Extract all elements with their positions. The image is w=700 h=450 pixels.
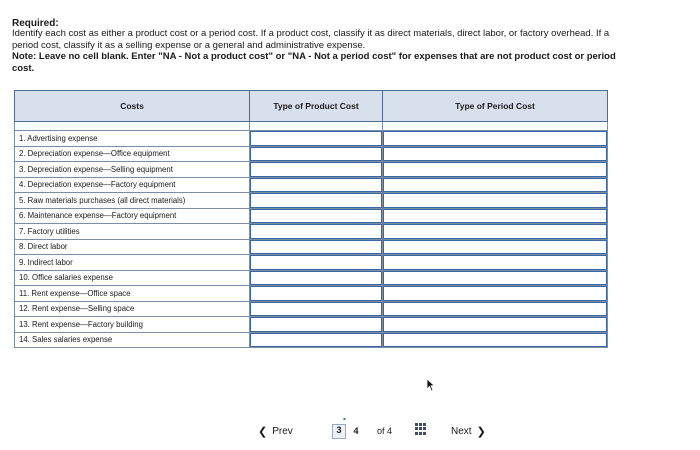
cost-item-label: 3. Depreciation expense—Selling equipment xyxy=(15,162,250,178)
period-cost-input-cell xyxy=(383,301,608,317)
period-cost-input[interactable] xyxy=(383,162,607,177)
product-cost-input-cell xyxy=(250,239,383,255)
spacer-cell xyxy=(250,122,383,131)
period-cost-input[interactable] xyxy=(383,193,607,208)
cost-item-label: 13. Rent expense—Factory building xyxy=(15,317,250,333)
period-cost-input[interactable] xyxy=(383,255,607,270)
table-row xyxy=(15,301,608,317)
table-row xyxy=(15,255,608,271)
period-cost-input[interactable] xyxy=(383,317,607,332)
product-cost-input[interactable] xyxy=(250,178,382,193)
product-cost-input-cell xyxy=(250,146,383,162)
product-cost-input[interactable] xyxy=(250,255,382,270)
product-cost-input-cell xyxy=(250,255,383,271)
period-cost-input-cell xyxy=(383,208,608,224)
pagination-bar xyxy=(0,418,700,444)
product-cost-input[interactable] xyxy=(250,302,382,317)
period-cost-input[interactable] xyxy=(383,224,607,239)
table-header-row xyxy=(15,91,608,122)
table-row xyxy=(15,162,608,178)
product-cost-input-cell xyxy=(250,301,383,317)
grid-view-icon[interactable] xyxy=(415,423,427,435)
product-cost-input-cell xyxy=(250,224,383,240)
cost-item-label: 11. Rent expense—Office space xyxy=(15,286,250,302)
table-row xyxy=(15,208,608,224)
product-cost-input-cell xyxy=(250,317,383,333)
table-body xyxy=(15,122,608,348)
instructions-block xyxy=(12,28,624,74)
table-row xyxy=(15,146,608,162)
cost-classification-table xyxy=(14,90,608,348)
period-cost-input[interactable] xyxy=(383,271,607,286)
prev-label: Prev xyxy=(272,425,293,437)
period-cost-input-cell xyxy=(383,317,608,333)
link-icon: ⚭ xyxy=(342,417,348,423)
product-cost-input[interactable] xyxy=(250,240,382,255)
table-row xyxy=(15,224,608,240)
product-cost-input[interactable] xyxy=(250,271,382,286)
table-row xyxy=(15,193,608,209)
period-cost-input[interactable] xyxy=(383,286,607,301)
next-label: Next xyxy=(451,425,472,437)
period-cost-input-cell xyxy=(383,239,608,255)
product-cost-input-cell xyxy=(250,332,383,348)
period-cost-input-cell xyxy=(383,255,608,271)
period-cost-input-cell xyxy=(383,193,608,209)
mouse-cursor-icon xyxy=(426,378,436,392)
period-cost-input-cell xyxy=(383,162,608,178)
costs-column-header: Costs xyxy=(15,91,250,122)
period-cost-column-header: Type of Period Cost xyxy=(383,91,608,122)
spacer-cell xyxy=(383,122,608,131)
table-row xyxy=(15,317,608,333)
period-cost-input[interactable] xyxy=(383,209,607,224)
product-cost-input[interactable] xyxy=(250,317,382,332)
page-4-button[interactable]: 4 xyxy=(353,426,359,436)
cost-item-label: 9. Indirect labor xyxy=(15,255,250,271)
chevron-left-icon: ❮ xyxy=(258,425,268,438)
product-cost-input[interactable] xyxy=(250,193,382,208)
period-cost-input[interactable] xyxy=(383,240,607,255)
product-cost-input-cell xyxy=(250,286,383,302)
chevron-right-icon: ❯ xyxy=(476,425,486,438)
cost-item-label: 12. Rent expense—Selling space xyxy=(15,301,250,317)
product-cost-input[interactable] xyxy=(250,286,382,301)
period-cost-input[interactable] xyxy=(383,131,607,146)
table-row xyxy=(15,332,608,348)
product-cost-input-cell xyxy=(250,193,383,209)
cost-item-label: 10. Office salaries expense xyxy=(15,270,250,286)
cost-item-label: 7. Factory utilities xyxy=(15,224,250,240)
page-selector xyxy=(332,417,412,442)
product-cost-input-cell xyxy=(250,162,383,178)
period-cost-input-cell xyxy=(383,286,608,302)
period-cost-input-cell xyxy=(383,332,608,348)
product-cost-input-cell xyxy=(250,208,383,224)
product-cost-input[interactable] xyxy=(250,162,382,177)
prev-button[interactable] xyxy=(258,422,308,440)
product-cost-input[interactable] xyxy=(250,209,382,224)
table-row xyxy=(15,270,608,286)
cost-item-label: 1. Advertising expense xyxy=(15,131,250,147)
period-cost-input-cell xyxy=(383,224,608,240)
product-cost-input-cell xyxy=(250,131,383,147)
period-cost-input-cell xyxy=(383,270,608,286)
note-text: Note: Leave no cell blank. Enter "NA - Not a product cost" or "NA - Not a period cost" for expenses that are not product cost or period cost. xyxy=(12,51,616,74)
cost-item-label: 14. Sales salaries expense xyxy=(15,332,250,348)
table-row xyxy=(15,177,608,193)
spacer-cell xyxy=(15,122,250,131)
period-cost-input[interactable] xyxy=(383,333,607,348)
cost-item-label: 2. Depreciation expense—Office equipment xyxy=(15,146,250,162)
product-cost-input[interactable] xyxy=(250,147,382,162)
product-cost-input-cell xyxy=(250,270,383,286)
period-cost-input[interactable] xyxy=(383,302,607,317)
page-count-label: of 4 xyxy=(377,426,393,436)
page-3-button[interactable]: 3 xyxy=(332,424,346,439)
period-cost-input[interactable] xyxy=(383,147,607,162)
table-row xyxy=(15,239,608,255)
product-cost-column-header: Type of Product Cost xyxy=(250,91,383,122)
instruction-text: Identify each cost as either a product cost or a period cost. If a product cost, classify it as direct materials, direct labor, or factory overhead. If a period cost, classify it as a selling expense or a general and administrative expense. xyxy=(12,28,610,51)
required-heading: Required: xyxy=(12,18,59,29)
period-cost-input-cell xyxy=(383,177,608,193)
cost-item-label: 5. Raw materials purchases (all direct materials) xyxy=(15,193,250,209)
table-row xyxy=(15,131,608,147)
cost-item-label: 8. Direct labor xyxy=(15,239,250,255)
product-cost-input-cell xyxy=(250,177,383,193)
product-cost-input[interactable] xyxy=(250,333,382,348)
table-row xyxy=(15,286,608,302)
table-spacer-row xyxy=(15,122,608,131)
period-cost-input[interactable] xyxy=(383,178,607,193)
cost-item-label: 4. Depreciation expense—Factory equipment xyxy=(15,177,250,193)
product-cost-input[interactable] xyxy=(250,224,382,239)
product-cost-input[interactable] xyxy=(250,131,382,146)
next-button[interactable] xyxy=(451,422,501,440)
period-cost-input-cell xyxy=(383,131,608,147)
period-cost-input-cell xyxy=(383,146,608,162)
cost-item-label: 6. Maintenance expense—Factory equipment xyxy=(15,208,250,224)
